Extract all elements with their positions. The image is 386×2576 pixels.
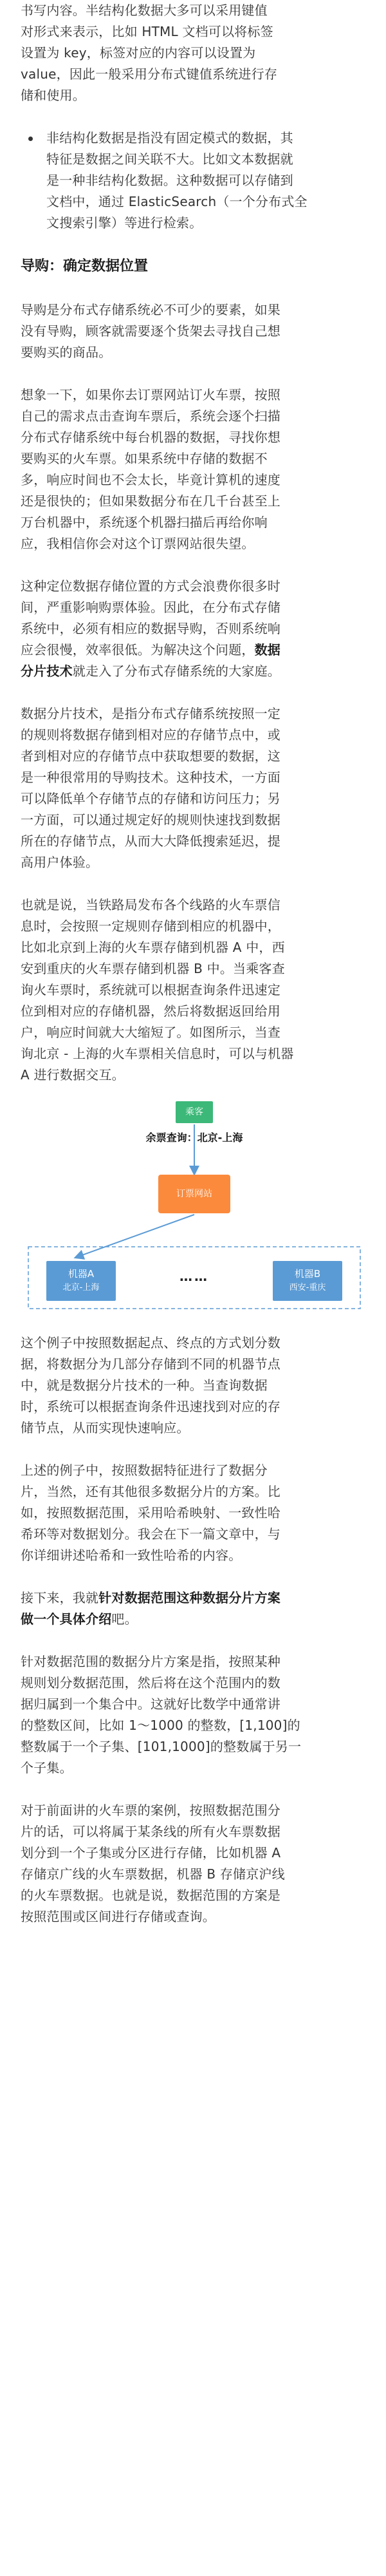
machine-route: 西安-重庆 [289, 1283, 326, 1293]
text-line: 存储京广线的火车票数据，机器 B 存储京沪线 [21, 1866, 285, 1882]
text-line: 系统中，必须有相应的数据导购，否则系统响 [21, 621, 280, 636]
text-line: 一方面，可以通过规定好的规则快速找到数据 [21, 812, 280, 828]
arrow-site-to-machine-a [78, 1215, 194, 1256]
text-line: 中，就是数据分片技术的一种。当查询数据 [21, 1378, 268, 1393]
text-line: 的火车票数据。也就是说，数据范围的方案是 [21, 1888, 280, 1903]
passenger-label: 乘客 [176, 1101, 213, 1123]
text-line: 数据分片技术，是指分布式存储系统按照一定 [21, 706, 280, 721]
text-line: 所在的存储节点，从而大大降低搜索延迟，提 [21, 833, 280, 849]
machine-name: 机器B [294, 1268, 321, 1280]
text-line: 想象一下，如果你去订票网站订火车票，按照 [21, 387, 280, 402]
paragraph-location [21, 576, 368, 682]
text-line: 这种定位数据存储位置的方式会浪费你很多时 [21, 578, 280, 594]
paragraph-guide [21, 299, 368, 363]
text-line: 特征是数据之间关联不大。比如文本数据就 [46, 151, 293, 167]
text-line [21, 1609, 368, 1630]
paragraph-railway [21, 895, 368, 1086]
text-line: 者到相对应的存储节点中获取想要的数据，这 [21, 748, 280, 764]
text-line: 高用户体验。 [21, 855, 99, 870]
paragraph-sharding [21, 703, 368, 873]
text-line: 如，按照数据范围，采用哈希映射、一致性哈 [21, 1505, 280, 1520]
bullet-item-unstructured [21, 128, 368, 234]
paragraph-range [21, 1651, 368, 1779]
text-line: 非结构化数据是指没有固定模式的数据，其 [46, 130, 293, 146]
text-line: 设置为 key，标签对应的内容可以设置为 [21, 45, 256, 61]
machine-route: 北京-上海 [62, 1283, 100, 1293]
sharding-diagram [21, 1099, 368, 1311]
text-line: A 进行数据交互。 [21, 1067, 125, 1083]
ellipsis-label: …… [179, 1269, 209, 1284]
text-line: 时，系统可以根据查询条件迅速找到对应的存 [21, 1399, 280, 1414]
text-line: 还是很快的；但如果数据分布在几千台甚至上 [21, 493, 280, 509]
text-line: 对于前面讲的火车票的案例，按照数据范围分 [21, 1803, 280, 1818]
text-line: 导购是分布式存储系统必不可少的要素，如果 [21, 302, 280, 317]
intro-paragraph [21, 0, 368, 106]
text-line: 希环等对数据划分。我会在下一篇文章中，与 [21, 1526, 280, 1542]
text-line: 按照范围或区间进行存储或查询。 [21, 1909, 216, 1924]
machine-b-box [273, 1261, 342, 1301]
text-line: 万台机器中，系统逐个机器扫描后再给你响 [21, 515, 268, 530]
paragraph-imagine [21, 384, 368, 554]
text-line: 书写内容。半结构化数据大多可以采用键值 [21, 3, 268, 18]
machine-name: 机器A [68, 1268, 95, 1280]
text-line: 要购买的商品。 [21, 345, 112, 360]
text-line: 是一种很常用的导购技术。这种技术，一方面 [21, 770, 280, 785]
text-line [21, 661, 368, 682]
text-line: 位到相对应的存储机器，然后将数据返回给用 [21, 1003, 280, 1019]
text-line: 文搜索引擎）等进行检索。 [46, 215, 203, 231]
bullet-dot-icon [28, 137, 33, 141]
text-line: 划分到一个子集或分区进行存储，比如机器 A [21, 1845, 281, 1861]
text-line [21, 1587, 368, 1609]
text-line: 整数属于一个子集、[101,1000]的整数属于另一 [21, 1739, 302, 1754]
machine-a-box [46, 1261, 116, 1301]
text-line: 询火车票时，系统就可以根据查询条件迅速定 [21, 982, 280, 998]
query-label: 余票查询：北京-上海 [145, 1132, 243, 1144]
text-line: 的规则将数据存储到相对应的存储节点中，或 [21, 727, 280, 743]
booking-site-box: 订票网站 [158, 1175, 230, 1213]
bold-term: 做一个具体介绍 [21, 1611, 112, 1627]
text-line: 安到重庆的火车票存储到机器 B 中。当乘客查 [21, 961, 285, 976]
text-line [21, 639, 368, 661]
text-line: 也就是说，当铁路局发布各个线路的火车票信 [21, 897, 280, 913]
bullet-list [21, 128, 368, 234]
text-line: 询北京 - 上海的火车票相关信息时，可以与机器 [21, 1046, 294, 1061]
text-span: 吧。 [111, 1611, 138, 1627]
text-span: 接下来，我就 [21, 1590, 99, 1605]
text-line: 户，响应时间就大大缩短了。如图所示，当查 [21, 1025, 280, 1040]
text-span: 就走入了分布式存储系统的大家庭。 [72, 663, 281, 679]
text-line: 可以降低单个存储节点的存储和访问压力；另 [21, 791, 280, 806]
text-line: 比如北京到上海的火车票存储到机器 A 中，西 [21, 940, 285, 955]
bold-term: 数据 [254, 642, 281, 658]
text-line: 你详细讲述哈希和一致性哈希的内容。 [21, 1548, 242, 1563]
paragraph-other-schemes [21, 1460, 368, 1566]
text-line: 间，严重影响购票体验。因此，在分布式存储 [21, 600, 280, 615]
text-line: 针对数据范围的数据分片方案是指，按照某种 [21, 1654, 280, 1669]
text-line: 片，当然，还有其他很多数据分片的方案。比 [21, 1484, 280, 1499]
text-line: 自己的需求点击查询车票后，系统会逐个扫描 [21, 408, 280, 424]
section-heading: 导购：确定数据位置 [21, 258, 149, 274]
text-line: 片的话，可以将属于某条线的所有火车票数据 [21, 1824, 280, 1839]
text-line: 要购买的火车票。如果系统中存储的数据不 [21, 451, 268, 466]
text-line: 这个例子中按照数据起点、终点的方式划分数 [21, 1335, 280, 1350]
text-line: 上述的例子中，按照数据特征进行了数据分 [21, 1463, 268, 1478]
text-line: 个子集。 [21, 1760, 73, 1776]
text-span: 应会很慢，效率很低。为解决这个问题， [21, 642, 255, 658]
text-line: 是一种非结构化数据。这种数据可以存储到 [46, 173, 293, 188]
text-line: 规则划分数据范围，然后将在这个范围内的数 [21, 1675, 280, 1690]
text-line: value，因此一般采用分布式键值系统进行存 [21, 66, 278, 82]
text-line: 储和使用。 [21, 88, 86, 103]
text-line: 文档中，通过 ElasticSearch（一个分布式全 [46, 194, 308, 209]
text-line: 据归属到一个集合中。这就好比数学中通常讲 [21, 1696, 280, 1712]
paragraph-next [21, 1587, 368, 1630]
bold-term: 针对数据范围这种数据分片方案 [98, 1590, 281, 1605]
text-line: 对形式来表示，比如 HTML 文档可以将标签 [21, 24, 273, 39]
text-line: 多，响应时间也不会太长，毕竟计算机的速度 [21, 472, 280, 488]
bold-term: 分片技术 [21, 663, 73, 679]
text-line: 分布式存储系统中每台机器的数据，寻找你想 [21, 430, 280, 445]
text-line: 储节点，从而实现快速响应。 [21, 1420, 190, 1435]
text-line: 息时，会按照一定规则存储到相应的机器中， [21, 918, 280, 934]
article-body [21, 0, 368, 1949]
paragraph-example [21, 1332, 368, 1439]
text-line: 没有导购，顾客就需要逐个货架去寻找自己想 [21, 323, 280, 339]
text-line: 的整数区间，比如 1～1000 的整数，[1,100]的 [21, 1718, 300, 1733]
text-line: 应，我相信你会对这个订票网站很失望。 [21, 536, 255, 551]
text-line: 据，将数据分为几部分存储到不同的机器节点 [21, 1356, 280, 1372]
paragraph-train-range [21, 1800, 368, 1927]
